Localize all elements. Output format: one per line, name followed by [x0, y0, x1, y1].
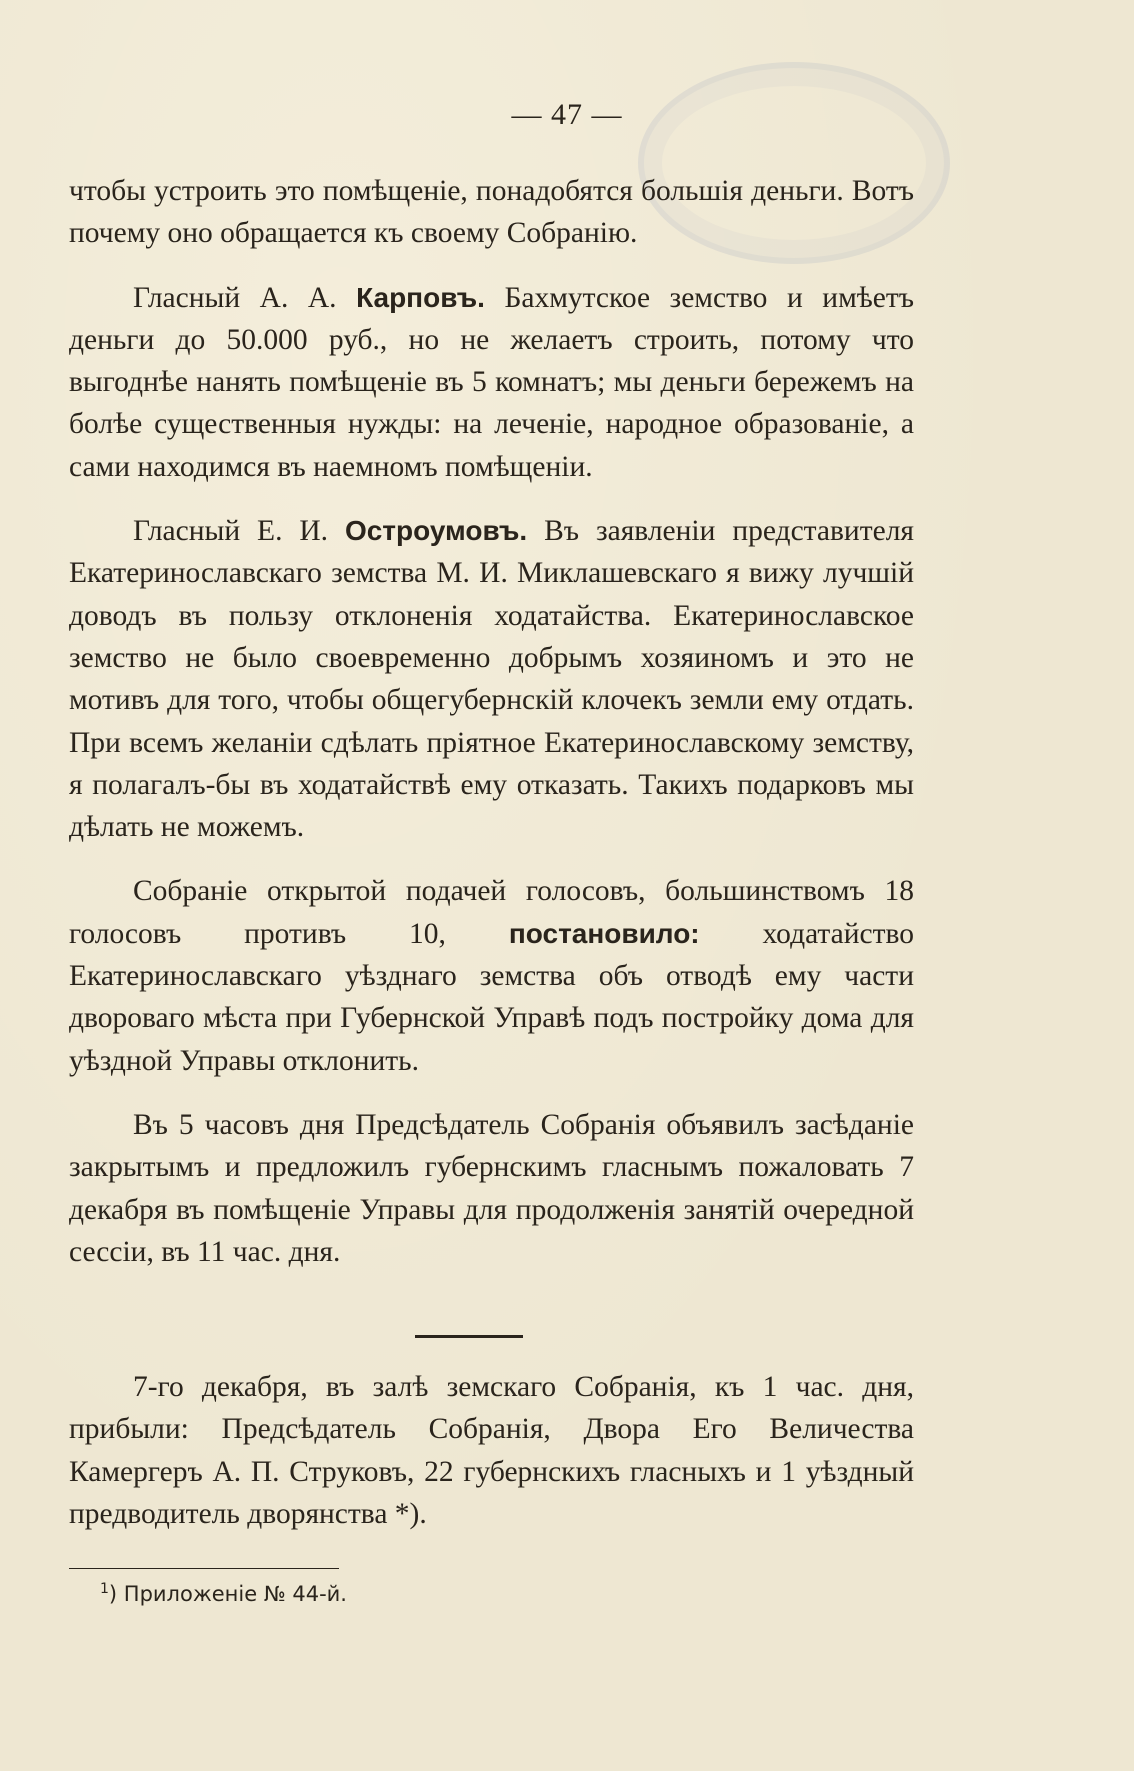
section-separator	[415, 1335, 523, 1338]
footnote-marker: 1	[100, 1581, 109, 1597]
paragraph-1: чтобы устроить это помѣщеніе, понадобятся большія деньги. Вотъ почему оно обращается къ своему Собранію.	[69, 175, 914, 250]
paragraph-closing: Въ 5 часовъ дня Предсѣдатель Собранія объявилъ засѣданіе закрытымъ и предложилъ губернскимъ гласнымъ пожаловать 7 декабря въ помѣщеніе Управы для продолженія занятій очередной сессіи, въ 11 час. дня.	[69, 1108, 914, 1268]
footnote-rule	[69, 1568, 339, 1569]
paragraph-next-session: 7-го декабря, въ залѣ земскаго Собранія, къ 1 час. дня, прибыли: Предсѣдатель Собранія, Двора Его Величества Камергеръ А. П. Струковъ, 22 губернскихъ гласныхъ и 1 уѣздный предводитель дворянства *).	[69, 1371, 914, 1530]
speaker-prefix: Гласный Е. И.	[133, 515, 345, 548]
main-text	[69, 170, 914, 1273]
next-session-text	[69, 1366, 914, 1535]
speech-text: Бахмутское земство и имѣетъ деньги до 50.000 руб., но не желаетъ строить, потому что выгоднѣе нанять помѣщеніе въ 5 комнатъ; мы деньги бережемъ на болѣе существенныя нужды: на леченіе, народное образованіе, а сами находимся въ наемномъ помѣщеніи.	[69, 281, 914, 483]
page-number: — 47 —	[511, 98, 623, 131]
resolution-text: ходатайство Екатеринославскаго уѣзднаго земства объ отводѣ ему части двороваго мѣста при Губернской Управѣ подъ постройку дома для уѣздной Управы отклонить.	[69, 917, 915, 1077]
speaker-name: Карповъ.	[356, 281, 485, 313]
footnote-text: ) Приложеніе № 44-й.	[108, 1582, 347, 1606]
speaker-name: Остроумовъ.	[344, 515, 528, 547]
resolution-keyword: постановило:	[508, 917, 700, 949]
paragraph-ostroumov	[69, 510, 914, 848]
resolution-prefix: Собраніе открытой подачей голосовъ, большинствомъ 18 голосовъ противъ 10,	[69, 875, 914, 950]
paragraph-karpov	[69, 277, 914, 488]
speaker-prefix: Гласный А. А.	[133, 281, 357, 314]
paragraph-resolution	[69, 870, 914, 1081]
footnote	[100, 1574, 347, 1609]
speech-text: Въ заявленіи представителя Екатеринославскаго земства М. И. Миклашевскаго я вижу лучшій доводъ въ пользу отклоненія ходатайства. Екатеринославское земство не было своевременно добрымъ хозяиномъ и это не мотивъ для того, чтобы общегубернскій клочекъ земли ему отдать. При всемъ желаніи сдѣлать пріятное Екатеринославскому земству, я полагалъ-бы въ ходатайствѣ ему отказать. Такихъ подарковъ мы дѣлать не можемъ.	[69, 515, 914, 844]
